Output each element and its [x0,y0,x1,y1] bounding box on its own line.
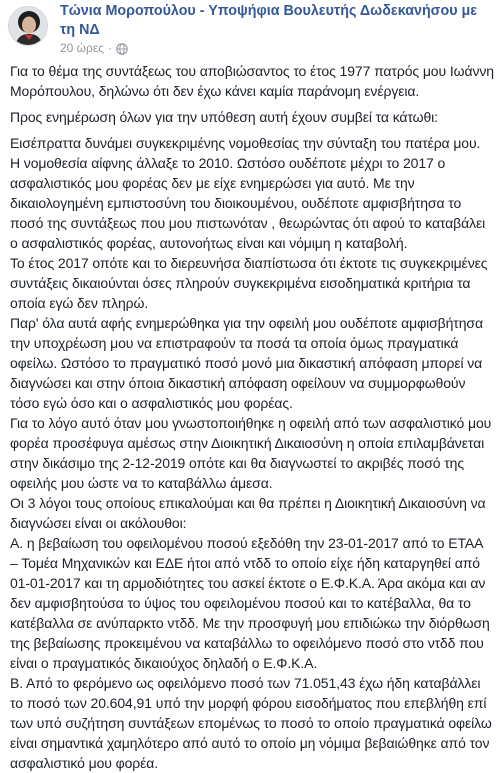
post-timestamp[interactable]: 20 ώρες [60,41,105,55]
post-meta [60,41,128,56]
post-paragraph: Παρ' όλα αυτά αφής ενημερώθηκα για την οφειλή μου ουδέποτε αμφισβήτησα την υποχρέωση μου να επιστραφούν τα ποσά τα οποία όμως πραγματικά οφείλω. Ωστόσο το πραγματικό ποσό μονό μια δικαστική απόφαση μπορεί να διαγνώσει και στην όποια δικαστική απόφαση οφείλουν να συμμορφωθούν τόσο εγώ όσο και ο ασφαλιστικός μου φορέας. [10,315,483,411]
post-paragraph: Οι 3 λόγοι τους οποίους επικαλούμαι και θα πρέπει η Διοικητική Δικαιοσύνη να διαγνώσει είναι οι ακόλουθοι: [10,495,486,531]
post-paragraph: Για το λόγο αυτό όταν μου γνωστοποιήθηκε η οφειλή από των ασφαλιστικό μου φορέα προσέφυγα αμέσως στην Διοικητική Δικαιοσύνη η οποία επιλαμβάνεται στην δικάσιμο της 2-12-2019 οπότε και θα διαγνωστεί το ακριβές ποσό της οφειλής μου ώστε να το καταβάλλω άμεσα. [10,415,492,491]
post-paragraph: Β. Από το φερόμενο ως οφειλόμενο ποσό των 71.051,43 έχω ήδη καταβάλλει το ποσό των 20.604,91 υπό την μορφή φόρου εισοδήματος που επεβλήθη επί των υπό συζήτηση συντάξεων επομένως το ποσό το οποίο πραγματικά οφείλω είναι σημαντικά χαμηλότερο από αυτό το οποίο μη νόμιμα βεβαιώθηκε από τον ασφαλιστικό μου φορέα. [10,675,492,771]
meta-separator: · [108,41,113,55]
post-paragraph: Εισέπραττα δυνάμει συγκεκριμένης νομοθεσίας την σύνταξη του πατέρα μου. Η νομοθεσία αίφνης άλλαξε το 2010. Ωστόσο ουδέποτε μέχρι το 2017 ο ασφαλιστικός μου φορέας δεν με είχε ενημερώσει για αυτό. Με την δικαιολογημένη εμπιστοσύνη του διοικουμένου, ουδέποτε αμφισβήτησα το ποσό της συντάξεως που μου πιστωνόταν , θεωρώντας ότι αφού το καταβάλει ο ασφαλιστικός φορέας, αυτονοήτως είναι και νόμιμη η καταβολή. [10,135,486,251]
post-header [8,0,492,60]
post-paragraph: Το έτος 2017 οπότε και το διερευνήσα διαπίστωσα ότι έκτοτε τις συγκεκριμένες συντάξεις δικαιούνται όσες πληρούν συγκεκριμένα εισοδηματικά κριτήρια τα οποία εγώ δεν πληρώ. [10,255,488,311]
globe-icon[interactable] [116,43,128,55]
profile-photo [9,7,48,46]
post-paragraph: Προς ενημέρωση όλων για την υπόθεση αυτή έχουν συμβεί τα κάτωθι: [10,109,438,125]
post-body [10,61,494,773]
post-paragraph: Για το θέμα της συντάξεως του αποβιώσαντος το έτος 1977 πατρός μου Ιωάννη Μορόπουλου, δηλώνω ότι δεν έχω κάνει καμία παράνομη ενέργεια. [10,63,494,99]
avatar[interactable] [8,6,48,46]
author-name-link[interactable]: Τώνια Μοροπούλου - Υποψήφια Βουλευτής Δωδεκανήσου με τη ΝΔ [60,3,478,38]
post-paragraph: Α. η βεβαίωση του οφειλομένου ποσού εξεδόθη την 23-01-2017 από το ΕΤΑΑ – Τομέα Μηχανικών και ΕΔΕ ήτοι από ντδδ το οποίο είχε ήδη καταργηθεί από 01-01-2017 και τη αρμοδιότητες του ασκεί έκτοτε ο Ε.Φ.Κ.Α. Άρα ακόμα και αν δεν αμφισβητούσα το ύψος του οφειλομένου ποσού και το κατέβαλλα, θα το κατέβαλλα σε ανύπαρκτο ντδδ. Με την προσφυγή μου επιδιώκω την διόρθωση της βεβαίωσης προκειμένου να καταβάλλω το οφειλόμενο ποσό στο ντδδ που είναι ο πραγματικός δικαιούχος δηλαδή ο Ε.Φ.Κ.Α. [10,535,490,671]
